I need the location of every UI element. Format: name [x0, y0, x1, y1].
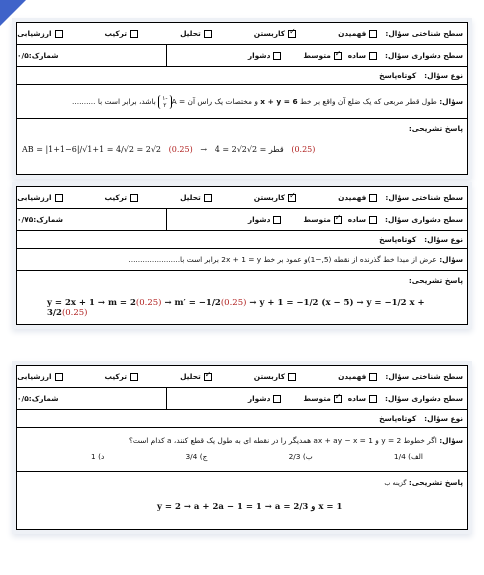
- difficulty-row: [17, 209, 467, 231]
- option-medium[interactable]: ✓ متوسط: [303, 215, 341, 224]
- checkbox-icon[interactable]: [369, 194, 377, 202]
- option-apply[interactable]: ✓ کاربستن: [254, 193, 296, 202]
- option-hard[interactable]: دشوار: [248, 51, 281, 60]
- checkbox-icon[interactable]: [204, 30, 212, 38]
- checkbox-icon[interactable]: [55, 194, 63, 202]
- checkbox-checked-icon[interactable]: [204, 373, 212, 381]
- checkbox-icon[interactable]: [130, 373, 138, 381]
- question-card-2: [16, 186, 468, 325]
- checkbox-icon[interactable]: [369, 30, 377, 38]
- cognitive-row: [17, 366, 467, 388]
- score-cell: [17, 45, 167, 66]
- cognitive-row: [17, 187, 467, 209]
- option-easy[interactable]: ساده: [348, 394, 377, 403]
- answer-label: پاسخ تشریحی:: [408, 124, 463, 133]
- checkbox-icon[interactable]: [369, 52, 377, 60]
- type-label: نوع سؤال:: [424, 235, 463, 244]
- option-hard[interactable]: دشوار: [248, 215, 281, 224]
- score: شمارک:۰/۷۵: [17, 215, 64, 224]
- score-cell: [17, 209, 167, 230]
- checkbox-icon[interactable]: [273, 216, 281, 224]
- option-easy[interactable]: ساده: [348, 215, 377, 224]
- question-label: سؤال:: [439, 254, 463, 264]
- option-synthesis[interactable]: ترکیب: [105, 29, 139, 38]
- question-row: [17, 249, 467, 271]
- difficulty-label: سطح دشواری سؤال:: [385, 51, 463, 60]
- option-understand[interactable]: فهمیدن: [338, 29, 377, 38]
- difficulty-label: سطح دشواری سؤال:: [385, 394, 463, 403]
- question-text-post: باشد، برابر است با ..........: [72, 96, 156, 106]
- score-cell: [17, 388, 167, 409]
- checkbox-checked-icon[interactable]: [288, 30, 296, 38]
- question-text: عرض از مبدا خط گذرنده از نقطه (5,−1)و عمود بر خط 2x + 1 = y برابر است با......................: [128, 254, 437, 264]
- option-hard[interactable]: دشوار: [248, 394, 281, 403]
- question-equation: x + y = 6: [260, 96, 298, 106]
- checkbox-icon[interactable]: [369, 395, 377, 403]
- option-analysis[interactable]: تحلیل: [180, 29, 212, 38]
- answer-math: AB = |1+1−6|/√1+1 = 4/√2 = 2√2 (0.25) → قطر = 2√2√2 = 4 (0.25): [22, 145, 316, 154]
- checkbox-icon[interactable]: [273, 395, 281, 403]
- question-text: اگر خطوط y = 2 و ax + ay − x = 1 همدیگر را در نقطه ای به طول یک قطع کنند، a کدام است؟: [128, 436, 437, 445]
- checkbox-checked-icon[interactable]: [288, 194, 296, 202]
- option-easy[interactable]: ساده: [348, 51, 377, 60]
- checkbox-icon[interactable]: [369, 373, 377, 381]
- difficulty-row: [17, 45, 467, 67]
- answer-note: گزینه ب: [384, 479, 407, 487]
- type-value: کوتاه‌پاسخ: [379, 71, 417, 80]
- choice-a[interactable]: الف) 1/4: [393, 452, 423, 461]
- checkbox-checked-icon[interactable]: [334, 395, 342, 403]
- difficulty-label: سطح دشواری سؤال:: [385, 215, 463, 224]
- choice-d[interactable]: د) 1: [91, 452, 105, 461]
- checkbox-icon[interactable]: [55, 373, 63, 381]
- answer-row: [17, 472, 467, 527]
- difficulty-row: [17, 388, 467, 410]
- cognitive-label: سطح شناختی سؤال:: [385, 372, 463, 381]
- option-apply[interactable]: ✓ کاربستن: [254, 29, 296, 38]
- type-row: [17, 67, 467, 85]
- checkbox-icon[interactable]: [130, 194, 138, 202]
- type-label: نوع سؤال:: [424, 414, 463, 423]
- option-understand[interactable]: فهمیدن: [338, 193, 377, 202]
- answer-label: پاسخ تشریحی:: [408, 478, 463, 487]
- answer-math: y = 2x + 1 → m = 2(0.25) → m′ = −1/2(0.25) → y + 1 = −1/2 (x − 5) → y = −1/2 x + 3/2(0.25): [47, 298, 425, 318]
- option-evaluation[interactable]: ارزشیابی: [17, 372, 62, 381]
- checkbox-icon[interactable]: [130, 30, 138, 38]
- option-understand[interactable]: فهمیدن: [338, 372, 377, 381]
- choice-b[interactable]: ب) 2/3: [288, 452, 313, 461]
- score: شمارک:۰/۵: [17, 51, 59, 60]
- question-row: [17, 428, 467, 472]
- type-row: [17, 231, 467, 249]
- checkbox-checked-icon[interactable]: [334, 216, 342, 224]
- question-label: سؤال:: [439, 436, 463, 445]
- answer-row: [17, 271, 467, 322]
- question-label: سؤال:: [439, 96, 463, 106]
- option-medium[interactable]: ✓ متوسط: [303, 51, 341, 60]
- type-value: کوتاه‌پاسخ: [379, 235, 417, 244]
- choices: [21, 447, 463, 463]
- option-analysis[interactable]: ✓ تحلیل: [180, 372, 212, 381]
- checkbox-icon[interactable]: [288, 373, 296, 381]
- question-text-mid: و مختصات یک راس آن: [187, 96, 258, 106]
- checkbox-checked-icon[interactable]: [334, 52, 342, 60]
- choice-c[interactable]: ج) 3/4: [185, 452, 208, 461]
- checkbox-icon[interactable]: [204, 194, 212, 202]
- type-label: نوع سؤال:: [424, 71, 463, 80]
- answer-row: [17, 119, 467, 174]
- option-medium[interactable]: ✓ متوسط: [303, 394, 341, 403]
- type-row: [17, 410, 467, 428]
- checkbox-icon[interactable]: [369, 216, 377, 224]
- answer-math: x = 1 و y = 2 → a + 2a − 1 = 1 → a = 2/3: [157, 502, 343, 512]
- option-analysis[interactable]: تحلیل: [180, 193, 212, 202]
- question-row: [17, 85, 467, 119]
- checkbox-icon[interactable]: [55, 30, 63, 38]
- question-text: طول قطر مربعی که یک ضلع آن واقع بر خط: [300, 96, 437, 106]
- option-synthesis[interactable]: ترکیب: [105, 372, 139, 381]
- checkbox-icon[interactable]: [273, 52, 281, 60]
- question-card-1: [16, 22, 468, 175]
- option-evaluation[interactable]: ارزشیابی: [17, 193, 62, 202]
- point-matrix: -۱ ۲: [158, 95, 171, 109]
- point-label: A =: [171, 96, 186, 106]
- option-evaluation[interactable]: ارزشیابی: [17, 29, 62, 38]
- option-synthesis[interactable]: ترکیب: [105, 193, 139, 202]
- cognitive-row: [17, 23, 467, 45]
- score: شمارک:۰/۵: [17, 394, 59, 403]
- type-value: کوتاه‌پاسخ: [379, 414, 417, 423]
- answer-label: پاسخ تشریحی:: [408, 276, 463, 285]
- cognitive-label: سطح شناختی سؤال:: [385, 193, 463, 202]
- option-apply[interactable]: کاربستن: [254, 372, 296, 381]
- cognitive-label: سطح شناختی سؤال:: [385, 29, 463, 38]
- question-card-3: [16, 365, 468, 530]
